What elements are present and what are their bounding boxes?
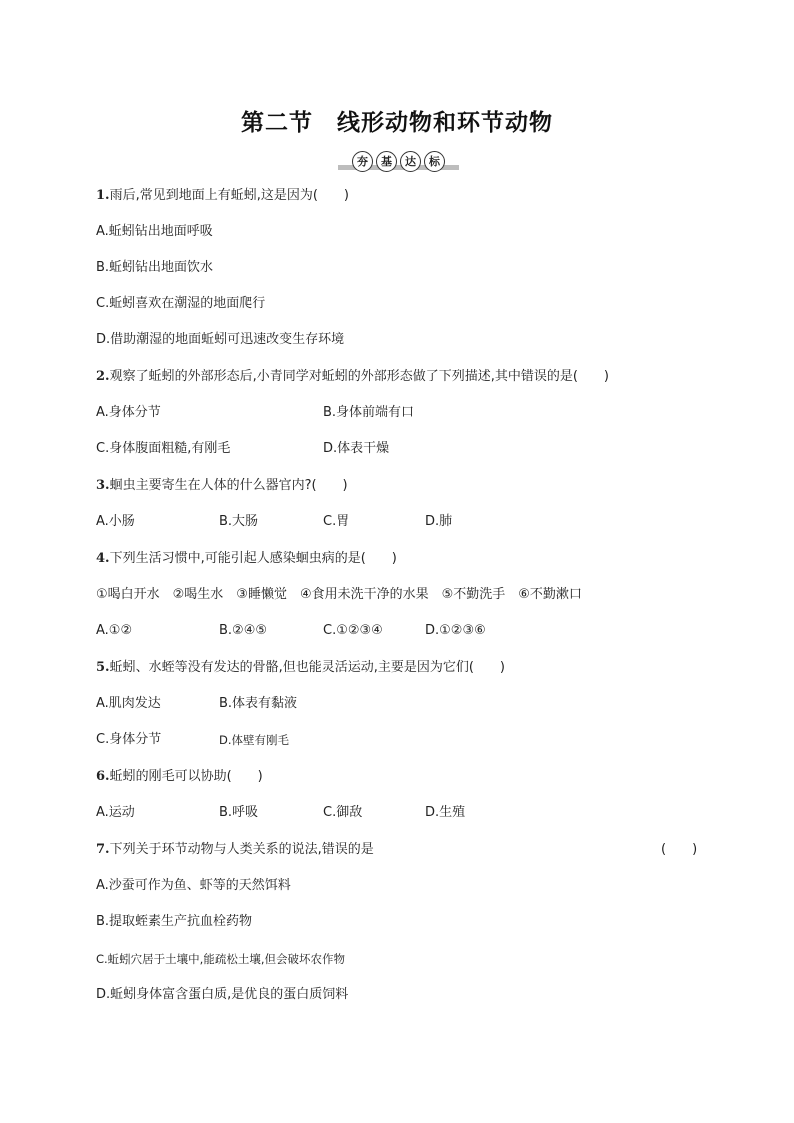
q2-option-c[interactable]: C.身体腹面粗糙,有刚毛 bbox=[96, 441, 231, 456]
question-number: 6. bbox=[96, 769, 110, 784]
q4-option-d[interactable]: D.①②③⑥ bbox=[425, 623, 486, 638]
q2-option-b[interactable]: B.身体前端有口 bbox=[323, 405, 415, 420]
q2-option-d[interactable]: D.体表干燥 bbox=[323, 441, 390, 456]
question-2 bbox=[96, 368, 609, 386]
badge-char-4: 标 bbox=[424, 151, 445, 172]
question-text: 观察了蚯蚓的外部形态后,小青同学对蚯蚓的外部形态做了下列描述,其中错误的是( ) bbox=[109, 369, 609, 384]
question-number: 2. bbox=[96, 369, 110, 384]
section-badge bbox=[338, 151, 459, 173]
question-1 bbox=[96, 187, 349, 205]
question-text: 下列关于环节动物与人类关系的说法,错误的是 bbox=[109, 842, 374, 857]
q3-option-a[interactable]: A.小肠 bbox=[96, 514, 135, 529]
q7-answer-blank: ( ) bbox=[661, 842, 698, 857]
question-number: 4. bbox=[96, 551, 110, 566]
badge-char-3: 达 bbox=[400, 151, 421, 172]
page-title: 第二节 线形动物和环节动物 bbox=[241, 109, 553, 136]
q2-option-a[interactable]: A.身体分节 bbox=[96, 405, 161, 420]
question-number: 3. bbox=[96, 478, 110, 493]
question-text: 蛔虫主要寄生在人体的什么器官内?( ) bbox=[109, 478, 348, 493]
question-3 bbox=[96, 477, 348, 495]
q5-option-c[interactable]: C.身体分节 bbox=[96, 732, 162, 747]
question-5 bbox=[96, 659, 505, 677]
badge-char-2: 基 bbox=[376, 151, 397, 172]
q1-option-d[interactable]: D.借助潮湿的地面蚯蚓可迅速改变生存环境 bbox=[96, 332, 345, 347]
question-text: 蚯蚓的刚毛可以协助( ) bbox=[109, 769, 263, 784]
q3-option-b[interactable]: B.大肠 bbox=[219, 514, 259, 529]
question-text: 蚯蚓、水蛭等没有发达的骨骼,但也能灵活运动,主要是因为它们( ) bbox=[109, 660, 505, 675]
q3-option-d[interactable]: D.肺 bbox=[425, 514, 453, 529]
q6-option-d[interactable]: D.生殖 bbox=[425, 805, 466, 820]
question-number: 1. bbox=[96, 188, 110, 203]
q7-option-a[interactable]: A.沙蚕可作为鱼、虾等的天然饵料 bbox=[96, 878, 291, 893]
question-text: 下列生活习惯中,可能引起人感染蛔虫病的是( ) bbox=[109, 551, 397, 566]
q6-option-c[interactable]: C.御敌 bbox=[323, 805, 363, 820]
question-4 bbox=[96, 550, 397, 568]
q6-option-a[interactable]: A.运动 bbox=[96, 805, 135, 820]
q4-option-a[interactable]: A.①② bbox=[96, 623, 133, 638]
q4-option-c[interactable]: C.①②③④ bbox=[323, 623, 383, 638]
question-6 bbox=[96, 768, 263, 786]
badge-char-1: 夯 bbox=[352, 151, 373, 172]
question-text: 雨后,常见到地面上有蚯蚓,这是因为( ) bbox=[109, 188, 349, 203]
q6-option-b[interactable]: B.呼吸 bbox=[219, 805, 259, 820]
q4-item-list: ①喝白开水 ②喝生水 ③睡懒觉 ④食用未洗干净的水果 ⑤不勤洗手 ⑥不勤漱口 bbox=[96, 587, 582, 602]
q7-option-c[interactable]: C.蚯蚓穴居于土壤中,能疏松土壤,但会破坏农作物 bbox=[96, 952, 345, 966]
q7-option-d[interactable]: D.蚯蚓身体富含蛋白质,是优良的蛋白质饲料 bbox=[96, 987, 349, 1002]
question-7 bbox=[96, 841, 374, 859]
q1-option-a[interactable]: A.蚯蚓钻出地面呼吸 bbox=[96, 224, 213, 239]
q7-option-b[interactable]: B.提取蛭素生产抗血栓药物 bbox=[96, 914, 253, 929]
q5-option-d[interactable]: D.体壁有刚毛 bbox=[219, 733, 290, 747]
q3-option-c[interactable]: C.胃 bbox=[323, 514, 350, 529]
q1-option-b[interactable]: B.蚯蚓钻出地面饮水 bbox=[96, 260, 214, 275]
q5-option-a[interactable]: A.肌肉发达 bbox=[96, 696, 161, 711]
question-number: 7. bbox=[96, 842, 110, 857]
q1-option-c[interactable]: C.蚯蚓喜欢在潮湿的地面爬行 bbox=[96, 296, 266, 311]
q4-option-b[interactable]: B.②④⑤ bbox=[219, 623, 268, 638]
q5-option-b[interactable]: B.体表有黏液 bbox=[219, 696, 298, 711]
question-number: 5. bbox=[96, 660, 110, 675]
